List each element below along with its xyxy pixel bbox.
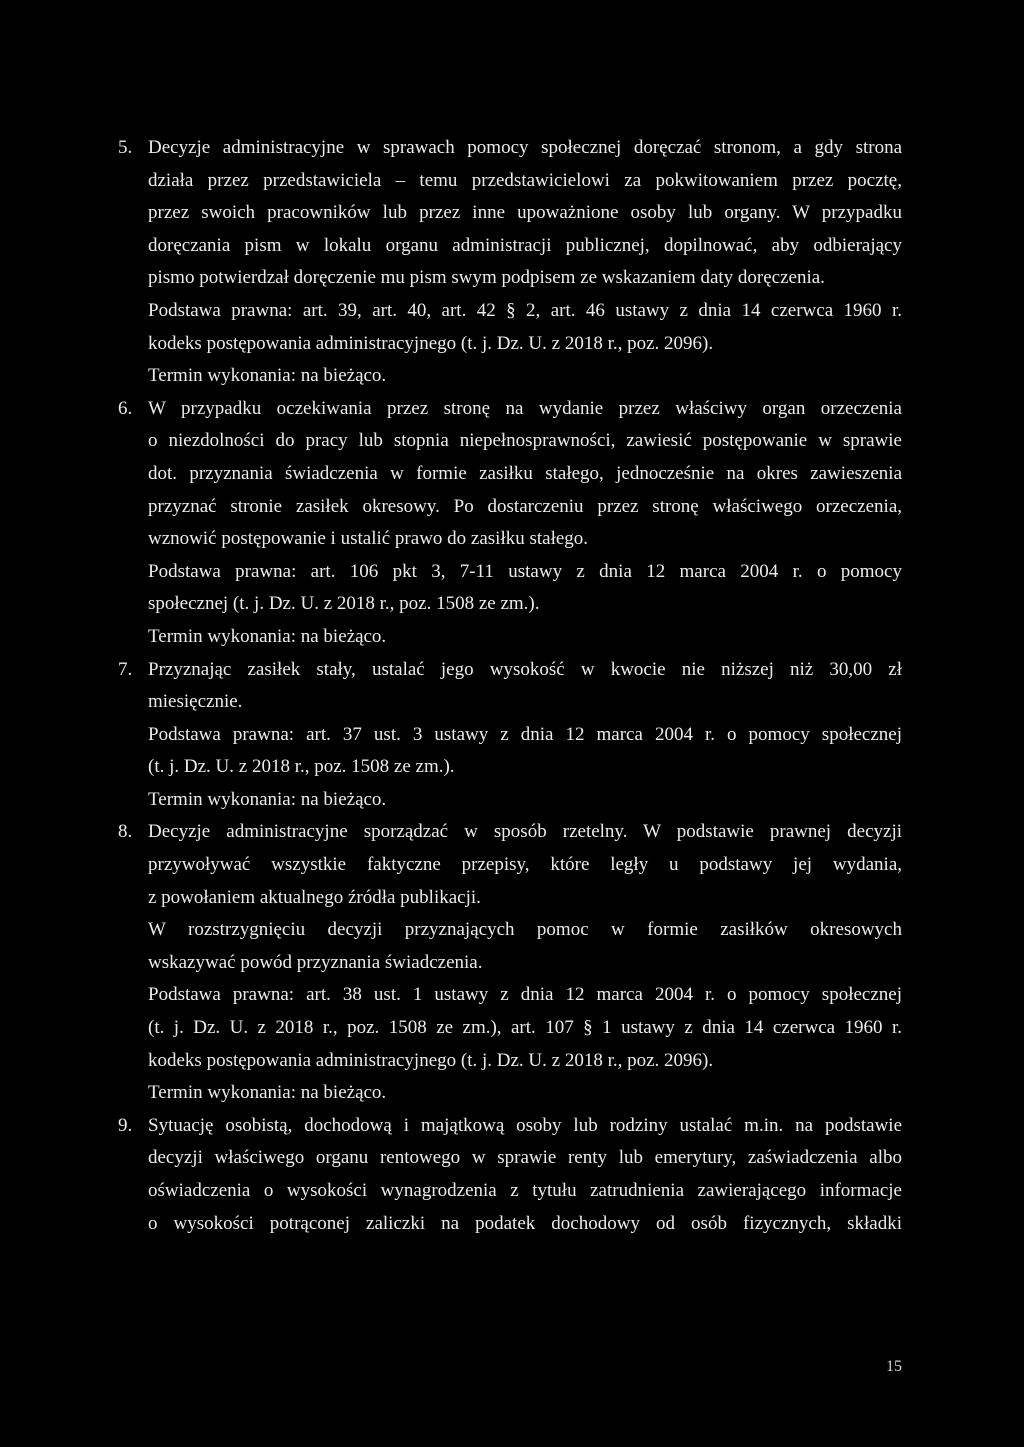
deadline-line: Termin wykonania: na bieżąco. <box>148 788 387 810</box>
deadline-line: Termin wykonania: na bieżąco. <box>148 625 387 647</box>
section-number: 8. <box>118 821 133 843</box>
legal-basis-line: Podstawa prawna: art. 37 ust. 3 ustawy z dnia 12 marca 2004 r. o pomocy społecznej <box>148 723 902 745</box>
document-body <box>118 132 902 1240</box>
legal-basis-line: społecznej (t. j. Dz. U. z 2018 r., poz. 1508 ze zm.). <box>148 593 540 615</box>
section-number: 9. <box>118 1114 133 1136</box>
text-line: o niezdolności do pracy lub stopnia niepełnosprawności, zawiesić postępowanie w sprawie <box>148 430 902 452</box>
section-number: 7. <box>118 658 133 680</box>
text-line: dot. przyznania świadczenia w formie zasiłku stałego, jednocześnie na okres zawieszenia <box>148 462 902 484</box>
text-line: przez swoich pracowników lub przez inne upoważnione osoby lub organy. W przypadku <box>148 202 902 224</box>
text-line: Decyzje administracyjne w sprawach pomocy społecznej doręczać stronom, a gdy strona <box>148 137 902 158</box>
text-line: Decyzje administracyjne sporządzać w sposób rzetelny. W podstawie prawnej decyzji <box>148 821 902 843</box>
legal-basis-line: (t. j. Dz. U. z 2018 r., poz. 1508 ze zm.). <box>148 756 455 778</box>
text-line: przyznać stronie zasiłek okresowy. Po dostarczeniu przez stronę właściwego orzeczenia, <box>148 495 902 517</box>
section-9 <box>118 1110 902 1240</box>
text-line: Sytuację osobistą, dochodową i majątkową osoby lub rodziny ustalać m.in. na podstawie <box>148 1114 902 1136</box>
legal-basis-line: Podstawa prawna: art. 106 pkt 3, 7-11 ustawy z dnia 12 marca 2004 r. o pomocy <box>148 560 902 582</box>
section-8 <box>118 816 902 1109</box>
section-6 <box>118 393 902 654</box>
section-number: 6. <box>118 397 133 419</box>
text-line: działa przez przedstawiciela – temu przedstawicielowi za pokwitowaniem przez pocztę, <box>148 169 902 191</box>
deadline-line: Termin wykonania: na bieżąco. <box>148 1082 387 1104</box>
text-line: przywoływać wszystkie faktyczne przepisy, które legły u podstawy jej wydania, <box>148 854 902 876</box>
legal-basis-line: kodeks postępowania administracyjnego (t. j. Dz. U. z 2018 r., poz. 2096). <box>148 1049 714 1071</box>
legal-basis-line: (t. j. Dz. U. z 2018 r., poz. 1508 ze zm.), art. 107 § 1 ustawy z dnia 14 czerwca 1960 r. <box>148 1017 902 1039</box>
legal-basis-line: kodeks postępowania administracyjnego (t. j. Dz. U. z 2018 r., poz. 2096). <box>148 332 714 354</box>
page-number: 15 <box>886 1358 902 1375</box>
section-number: 5. <box>118 137 133 158</box>
legal-basis-line: Podstawa prawna: art. 38 ust. 1 ustawy z dnia 12 marca 2004 r. o pomocy społecznej <box>148 984 902 1006</box>
text-line: Przyznając zasiłek stały, ustalać jego wysokość w kwocie nie niższej niż 30,00 zł <box>148 658 902 680</box>
text-line: z powołaniem aktualnego źródła publikacji. <box>148 886 481 908</box>
text-line: decyzji właściwego organu rentowego w sprawie renty lub emerytury, zaświadczenia albo <box>148 1147 902 1169</box>
text-line: pismo potwierdzał doręczenie mu pism swym podpisem ze wskazaniem daty doręczenia. <box>148 267 825 289</box>
text-line: oświadczenia o wysokości wynagrodzenia z tytułu zatrudnienia zawierającego informacje <box>148 1180 902 1201</box>
section-7 <box>118 654 902 817</box>
legal-basis-line: Podstawa prawna: art. 39, art. 40, art. 42 § 2, art. 46 ustawy z dnia 14 czerwca 1960 r. <box>148 299 902 321</box>
text-line: o wysokości potrąconej zaliczki na podatek dochodowy od osób fizycznych, składki <box>148 1212 902 1234</box>
section-5 <box>118 132 902 393</box>
text-line: doręczania pism w lokalu organu administracji publicznej, dopilnować, aby odbierający <box>148 234 902 256</box>
text-line: W przypadku oczekiwania przez stronę na wydanie przez właściwy organ orzeczenia <box>148 397 902 419</box>
deadline-line: Termin wykonania: na bieżąco. <box>148 365 387 387</box>
text-line: W rozstrzygnięciu decyzji przyznających pomoc w formie zasiłków okresowych <box>148 919 902 941</box>
text-line: wskazywać powód przyznania świadczenia. <box>148 951 483 973</box>
text-line: wznowić postępowanie i ustalić prawo do zasiłku stałego. <box>148 528 589 550</box>
text-line: miesięcznie. <box>148 691 243 713</box>
